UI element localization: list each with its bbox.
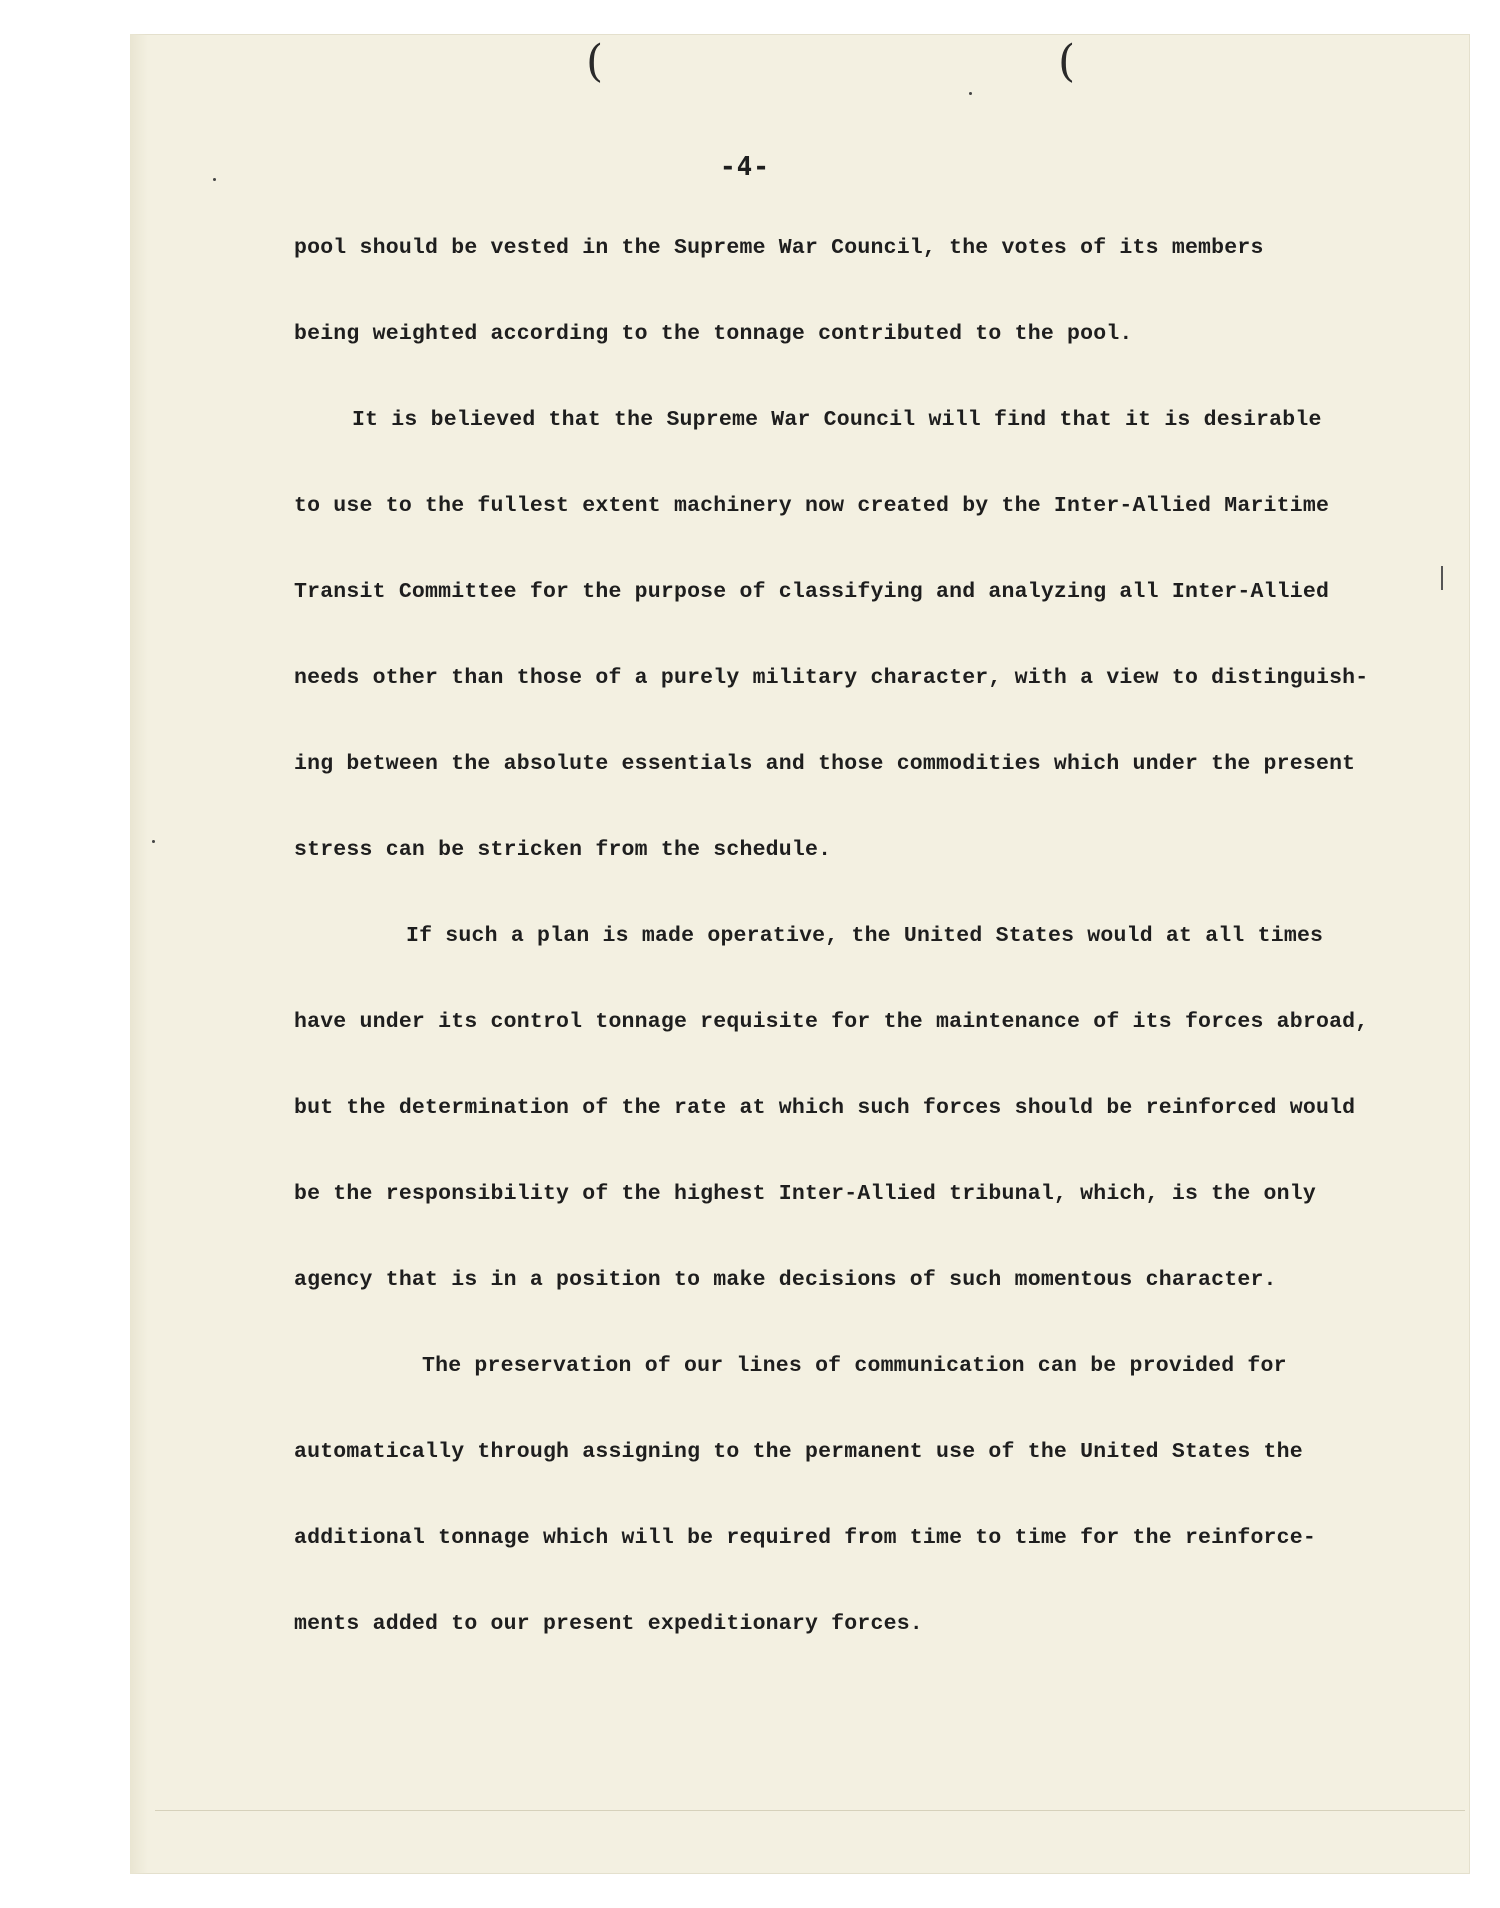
text-line: needs other than those of a purely military character, with a view to distinguish-: [294, 666, 1369, 690]
page-number: -4-: [720, 152, 770, 182]
binding-hole-mark-right: (: [1058, 36, 1076, 87]
dust-speck: [152, 840, 155, 843]
scan-bottom-edge: [155, 1810, 1465, 1811]
text-line: to use to the fullest extent machinery now created by the Inter-Allied Maritime: [294, 494, 1330, 518]
text-line: agency that is in a position to make decisions of such momentous character.: [294, 1268, 1277, 1292]
paragraph-start-line: The preservation of our lines of communication can be provided for: [422, 1354, 1287, 1378]
paragraph-start-line: It is believed that the Supreme War Council will find that it is desirable: [352, 408, 1322, 432]
paragraph-start-line: If such a plan is made operative, the United States would at all times: [406, 924, 1324, 948]
text-line: additional tonnage which will be required from time to time for the reinforce-: [294, 1526, 1316, 1550]
text-line: but the determination of the rate at which such forces should be reinforced would: [294, 1096, 1356, 1120]
text-line: being weighted according to the tonnage contributed to the pool.: [294, 322, 1133, 346]
binding-hole-mark-left: (: [586, 36, 604, 87]
text-line: ments added to our present expeditionary forces.: [294, 1612, 923, 1636]
text-line: be the responsibility of the highest Inter-Allied tribunal, which, is the only: [294, 1182, 1316, 1206]
dust-speck: [213, 178, 216, 181]
text-line: ing between the absolute essentials and those commodities which under the present: [294, 752, 1356, 776]
text-line: Transit Committee for the purpose of classifying and analyzing all Inter-Allied: [294, 580, 1330, 604]
text-line: automatically through assigning to the permanent use of the United States the: [294, 1440, 1303, 1464]
text-line: have under its control tonnage requisite for the maintenance of its forces abroad,: [294, 1010, 1369, 1034]
typed-body-text: [294, 205, 1454, 1667]
text-line: pool should be vested in the Supreme War Council, the votes of its members: [294, 236, 1264, 260]
scan-edge-shadow: [130, 34, 148, 1874]
text-line: stress can be stricken from the schedule.: [294, 838, 832, 862]
dust-speck: [969, 92, 972, 95]
